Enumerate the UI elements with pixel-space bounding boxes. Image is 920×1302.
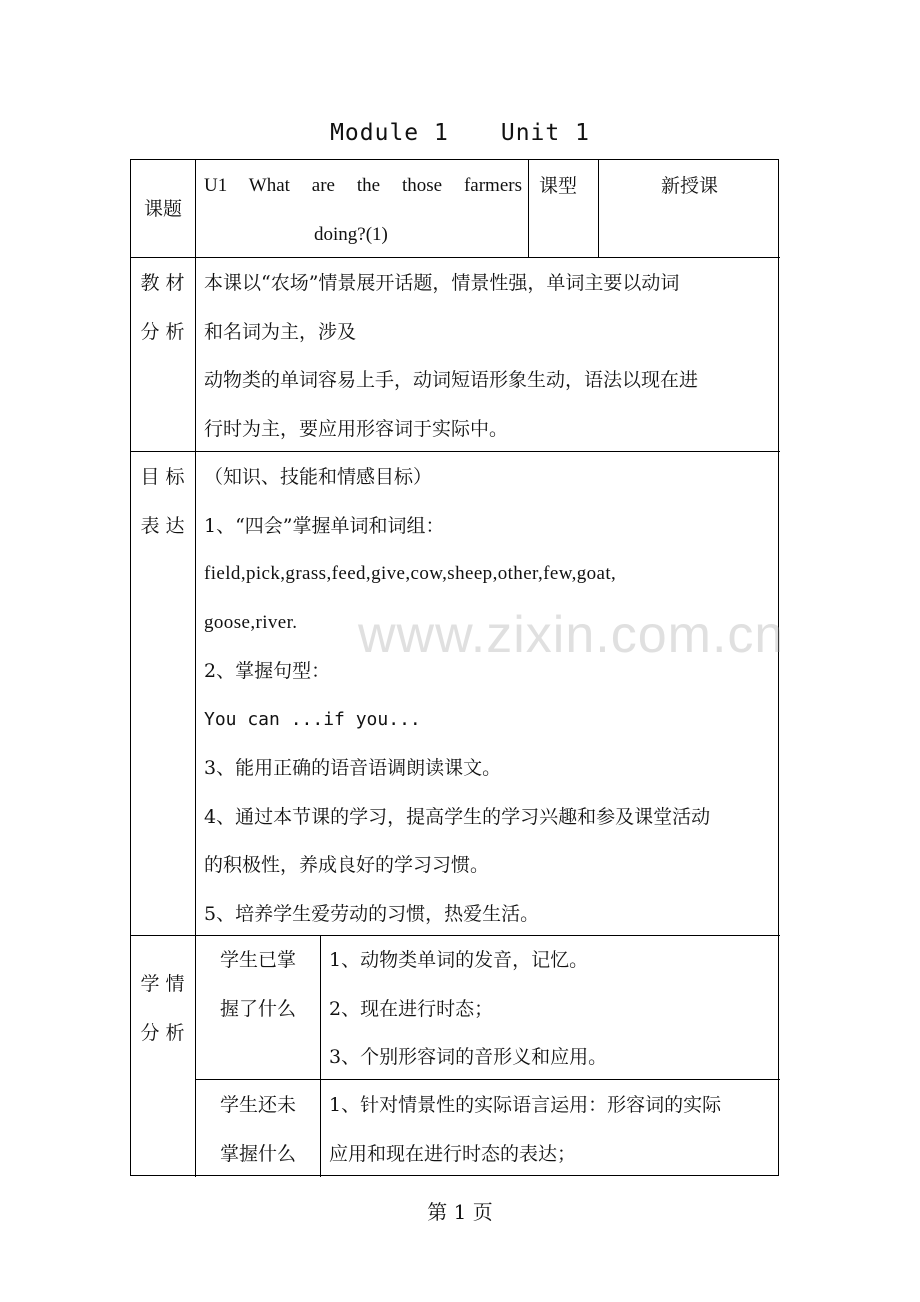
goals-line: （知识、技能和情感目标） [204,466,433,488]
not-mastered-line: 应用和现在进行时态的表达； [329,1142,577,1165]
mastered-line: 1、动物类单词的发音，记忆。 [329,949,589,971]
analysis-label: 教材 分析 [140,272,191,343]
topic-content [204,162,522,259]
goals-line: 的积极性，养成良好的学习习惯。 [204,854,490,876]
type-value: 新授课 [660,175,718,197]
goals-label: 目标 表达 [140,466,191,537]
goals-vocab-line: goose,river. [204,611,298,633]
analysis-content [204,259,774,453]
analysis-line: 和名词为主，涉及 [204,320,357,343]
not-mastered-line: 1、针对情景性的实际语言运用：形容词的实际 [329,1094,722,1116]
unit-title: Unit 1 [500,120,590,146]
mastered-label: 学生已掌 握了什么 [219,949,296,1020]
goals-line: 5、培养学生爱劳动的习惯，热爱生活。 [204,902,540,925]
topic-label: 课题 [143,198,182,220]
page-title [0,120,920,146]
topic-line-1: U1 What are the those farmers [204,175,522,196]
goals-line: 2、掌握句型： [204,660,331,682]
topic-line-2: doing?(1) [314,223,388,245]
type-label: 课型 [539,175,578,197]
goals-content [204,453,774,938]
mastered-line: 2、现在进行时态； [329,997,494,1020]
module-title: Module 1 [330,120,449,146]
goals-line: 1、“四会”掌握单词和词组： [204,514,445,537]
mastered-line: 3、个别形容词的音形义和应用。 [329,1046,608,1068]
not-mastered-label: 学生还未 掌握什么 [219,1094,296,1165]
mastered-content [329,936,774,1082]
goals-line: 4、通过本节课的学习，提高学生的学习兴趣和参及课堂活动 [204,805,711,828]
watermark: www.zixin.com.cn [358,606,785,664]
analysis-line: 动物类的单词容易上手，动词短语形象生动，语法以现在进 [204,369,699,391]
col-divider-topic [528,160,529,257]
page-number: 第 1 页 [427,1200,493,1224]
goals-line: 3、能用正确的语音语调朗读课文。 [204,757,502,779]
learner-label: 学情 分析 [140,973,191,1044]
goals-pattern-line: You can ...if you... [204,708,421,730]
goals-vocab-line: field,pick,grass,feed,give,cow,sheep,other,few,goat, [204,563,617,584]
lesson-plan-table [130,159,779,1176]
not-mastered-content [329,1081,774,1178]
analysis-line: 本课以“农场”情景展开话题，情景性强，单词主要以动词 [204,272,680,294]
col-divider-sub [320,935,321,1177]
analysis-line: 行时为主，要应用形容词于实际中。 [204,417,509,440]
